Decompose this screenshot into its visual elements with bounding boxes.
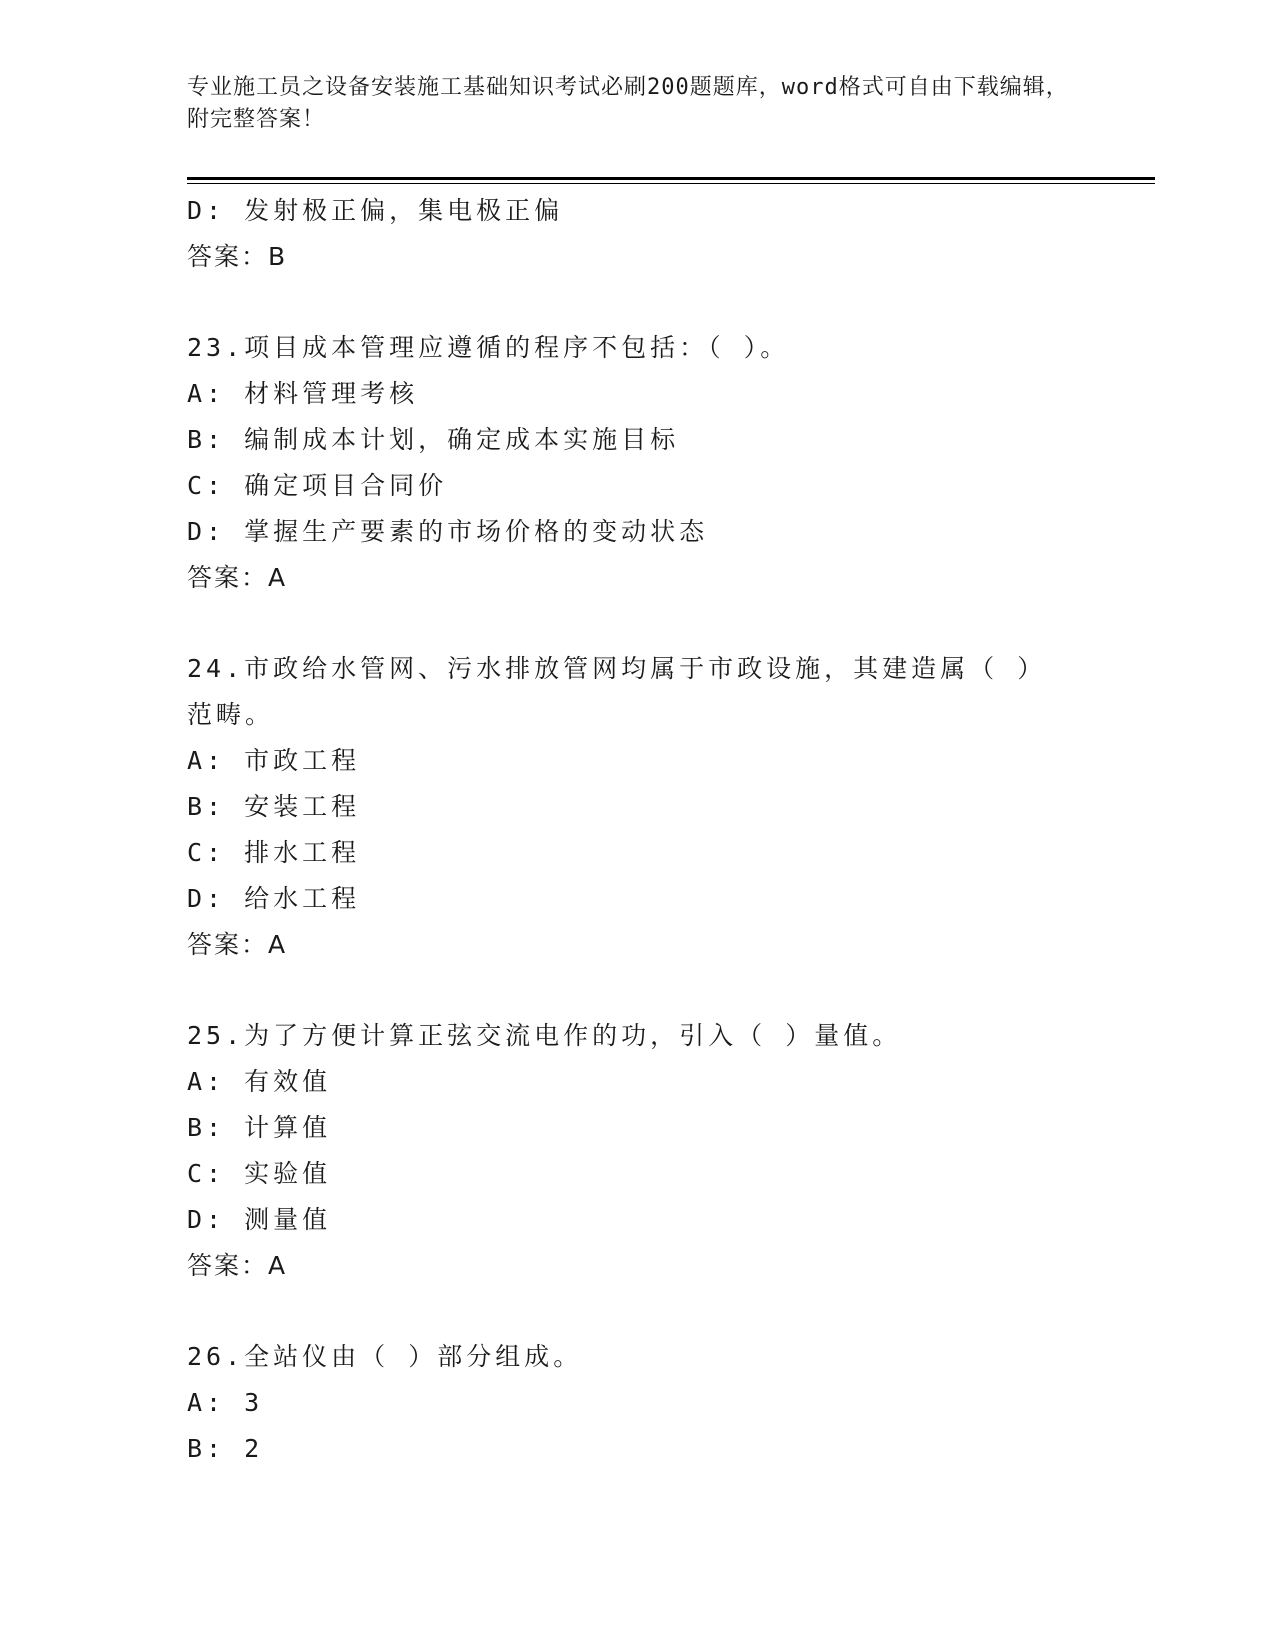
q24-option-a: A: 市政工程 <box>187 746 361 775</box>
header-divider-thick <box>187 177 1155 180</box>
q25-option-b: B: 计算值 <box>187 1113 332 1142</box>
q26-question: 26.全站仪由（ ）部分组成。 <box>187 1342 583 1371</box>
spacer <box>187 601 1067 646</box>
q25-option-a: A: 有效值 <box>187 1067 332 1096</box>
q25-question: 25.为了方便计算正弦交流电作的功，引入（ ）量值。 <box>187 1021 902 1050</box>
q23-option-a: A: 材料管理考核 <box>187 379 419 408</box>
q25-answer: 答案：A <box>187 1251 288 1280</box>
q24-option-d: D: 给水工程 <box>187 884 361 913</box>
q25-option-d: D: 测量值 <box>187 1205 332 1234</box>
prev-answer: 答案：B <box>187 242 288 271</box>
q23-option-c: C: 确定项目合同价 <box>187 471 448 500</box>
header-divider-thin <box>187 183 1155 184</box>
q26-option-b: B: 2 <box>187 1434 264 1463</box>
q23-option-d: D: 掌握生产要素的市场价格的变动状态 <box>187 517 709 546</box>
q25-option-c: C: 实验值 <box>187 1159 332 1188</box>
q23-option-b: B: 编制成本计划，确定成本实施目标 <box>187 425 680 454</box>
q24-option-b: B: 安装工程 <box>187 792 361 821</box>
prev-option-d: D: 发射极正偏，集电极正偏 <box>187 196 564 225</box>
document-header: 专业施工员之设备安装施工基础知识考试必刷200题题库，word格式可自由下载编辑，附完整答案！ <box>187 75 1069 132</box>
q24-question: 24.市政给水管网、污水排放管网均属于市政设施，其建造属（ ）范畴。 <box>187 654 1047 729</box>
spacer <box>187 968 1067 1013</box>
q24-answer: 答案：A <box>187 930 288 959</box>
question-list <box>187 188 1067 1472</box>
spacer <box>187 280 1067 325</box>
q26-option-a: A: 3 <box>187 1388 264 1417</box>
spacer <box>187 1289 1067 1334</box>
q23-question: 23.项目成本管理应遵循的程序不包括：（ ）。 <box>187 333 790 362</box>
q23-answer: 答案：A <box>187 563 288 592</box>
q24-option-c: C: 排水工程 <box>187 838 361 867</box>
